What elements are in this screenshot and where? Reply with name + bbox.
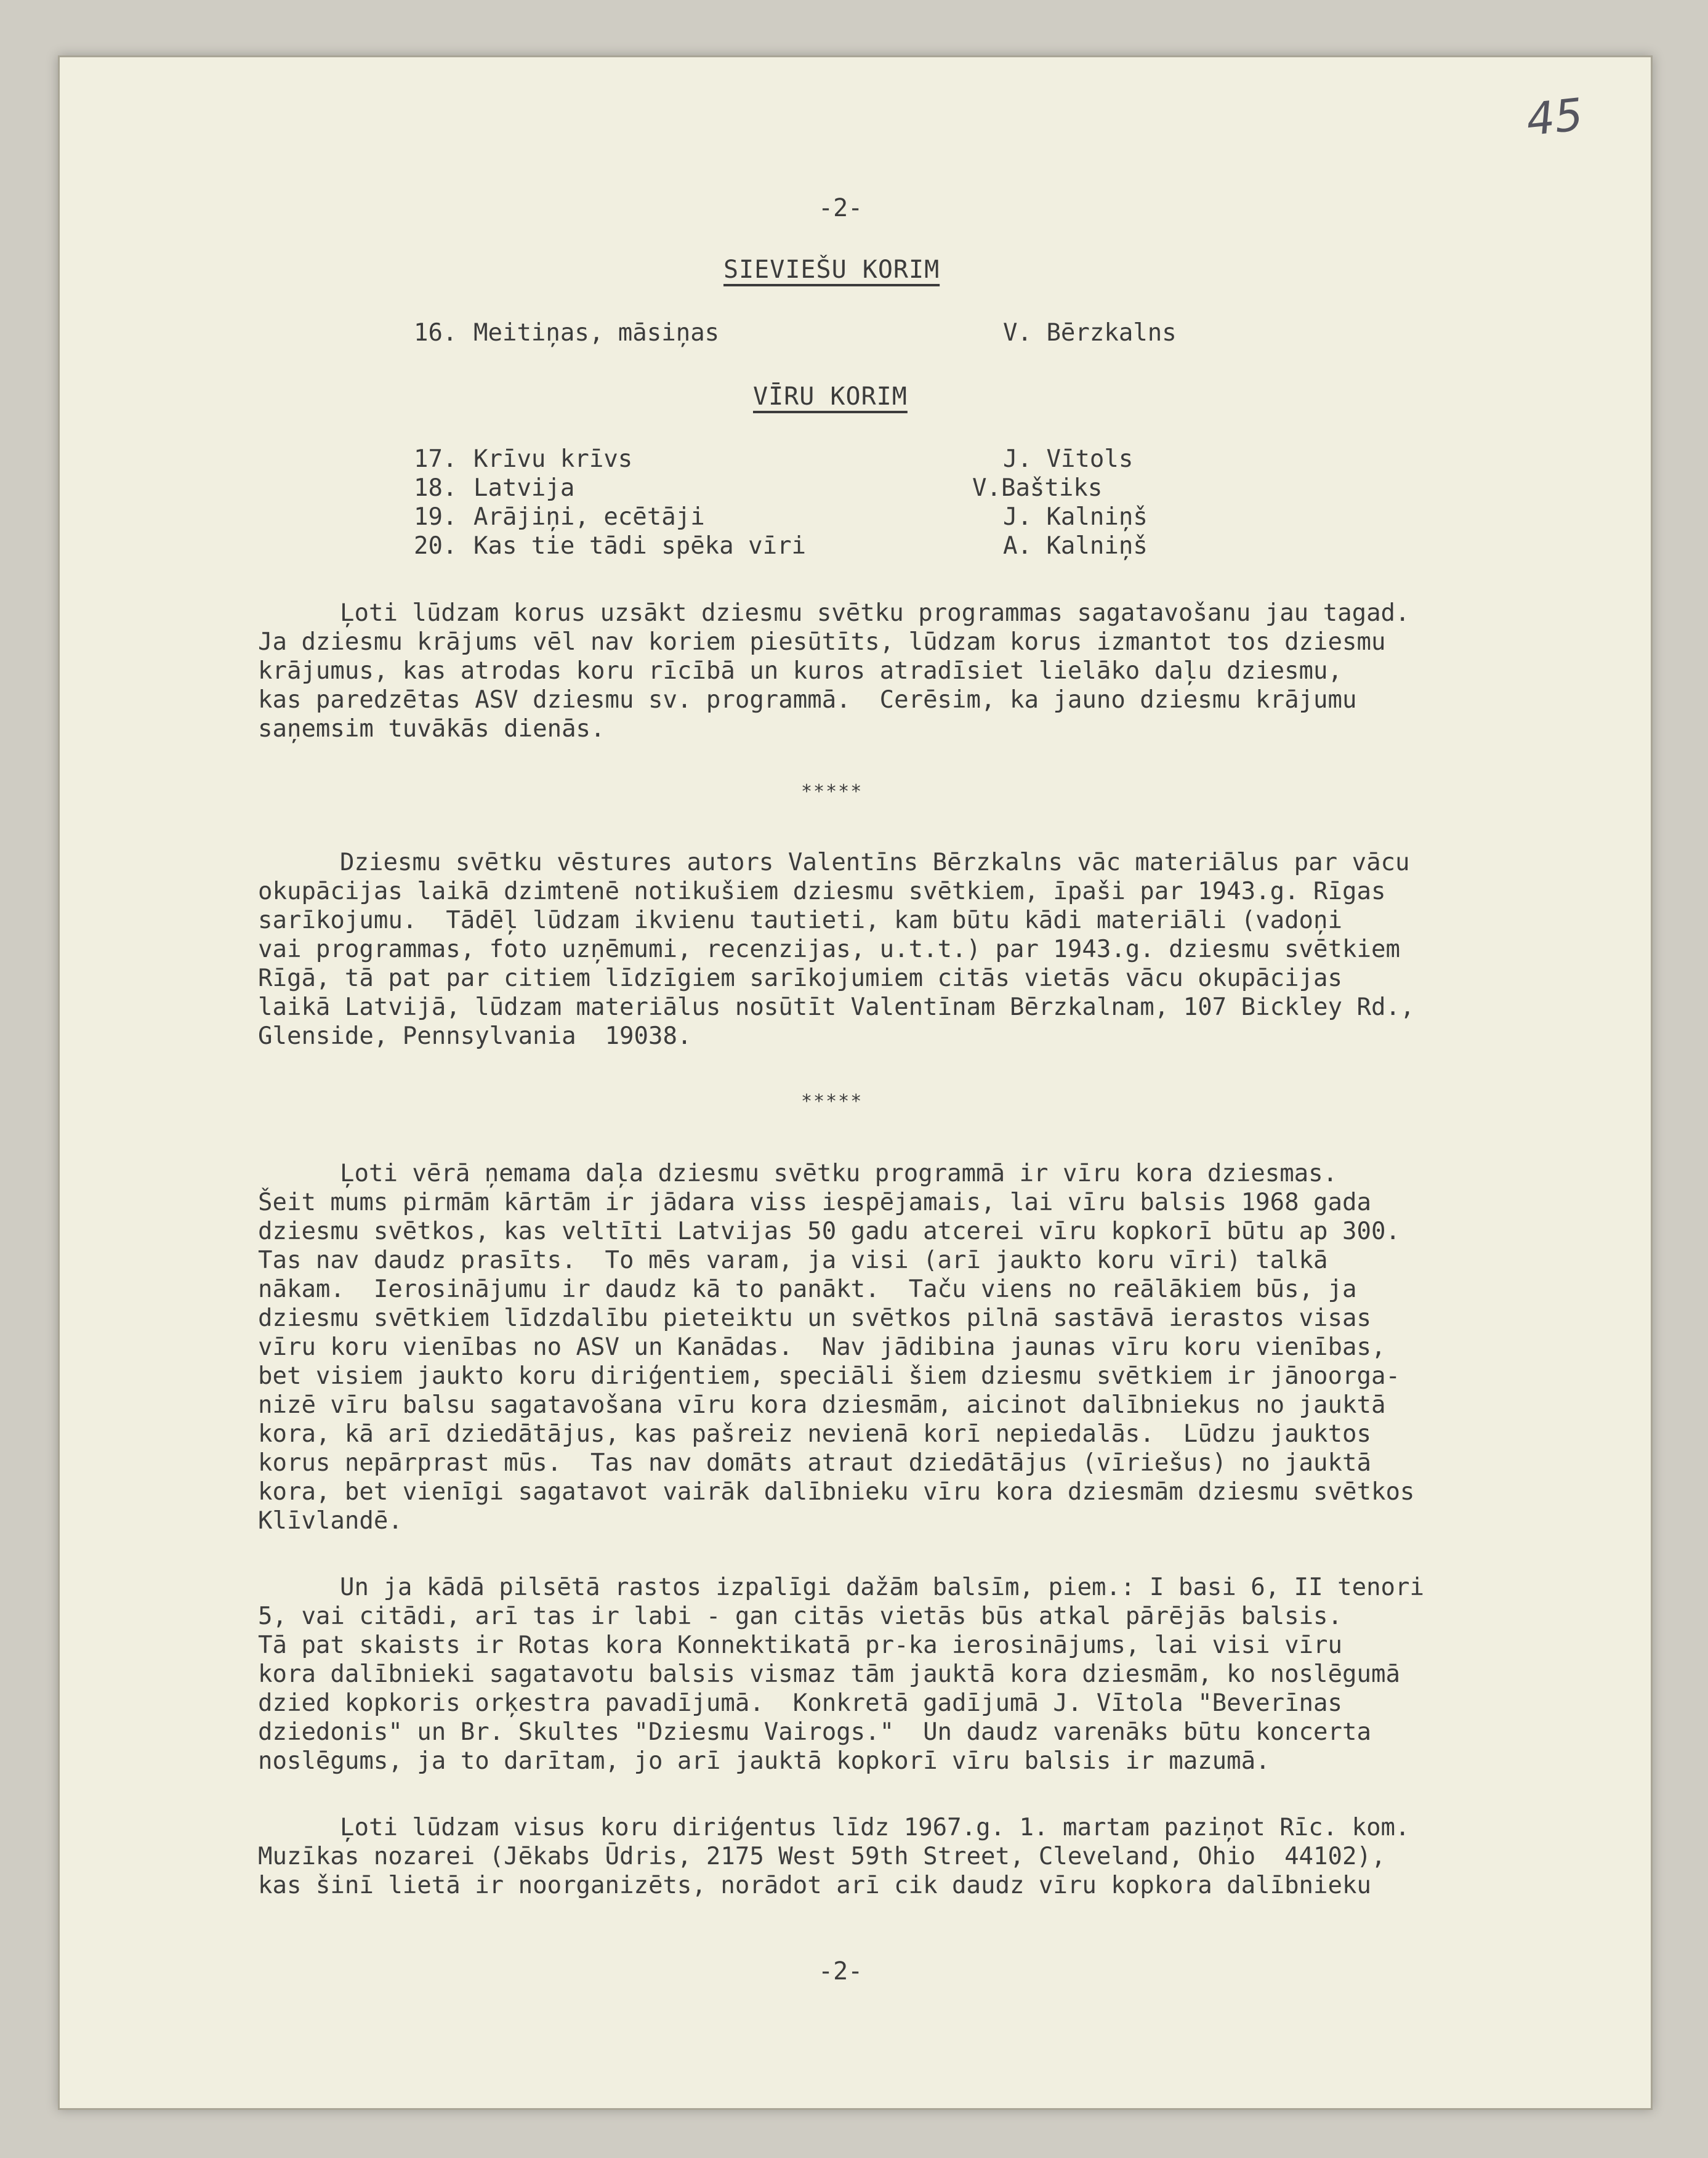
text-line: krājumus, kas atrodas koru rīcībā un kuros atradīsiet lielāko daļu dziesmu, [258, 657, 1342, 685]
text-line: bet visiem jaukto koru diriģentiem, speciāli šiem dziesmu svētkiem ir jānoorga- [258, 1362, 1400, 1390]
text-line: Ļoti vērā ņemama daļa dziesmu svētku programmā ir vīru kora dziesmas. [340, 1160, 1338, 1187]
text-line: vai programmas, foto uzņēmumi, recenzijas, u.t.t.) par 1943.g. dziesmu svētkiem [258, 936, 1400, 963]
song-composer: J. Kalniņš [1003, 503, 1148, 531]
song-number: 19. [414, 503, 457, 531]
separator: ***** [801, 781, 863, 802]
song-title: Krīvu krīvs [473, 445, 633, 473]
text-line: Ļoti lūdzam korus uzsākt dziesmu svētku programmas sagatavošanu jau tagad. [340, 599, 1410, 627]
text-line: Tā pat skaists ir Rotas kora Konnektikatā pr-ka ierosinājums, lai visi vīru [258, 1631, 1342, 1659]
text-line: noslēgums, ja to darītam, jo arī jauktā kopkorī vīru balsis ir mazumā. [258, 1747, 1270, 1775]
page-number-top: -2- [818, 194, 863, 222]
text-line: laikā Latvijā, lūdzam materiālus nosūtīt Valentīnam Bērzkalnam, 107 Bickley Rd., [258, 993, 1415, 1021]
text-line: dziedonis" un Br. Skultes "Dziesmu Vairogs." Un daudz varenāks būtu koncerta [258, 1718, 1371, 1746]
song-number: 16. [414, 319, 457, 347]
text-line: Klīvlandē. [258, 1507, 403, 1535]
text-line: kora dalībnieki sagatavotu balsis vismaz tām jauktā kora dziesmām, ko noslēgumā [258, 1660, 1400, 1688]
song-composer: V. Bērzkalns [1003, 319, 1177, 347]
song-composer: J. Vītols [1003, 445, 1134, 473]
song-title: Arājiņi, ecētāji [473, 503, 705, 531]
separator: ***** [801, 1091, 863, 1112]
text-line: Muzīkas nozarei (Jēkabs Ūdris, 2175 West 59th Street, Cleveland, Ohio 44102), [258, 1843, 1386, 1870]
text-line: kas šinī lietā ir noorganizēts, norādot arī cik daudz vīru kopkora dalībnieku [258, 1872, 1371, 1899]
text-line: vīru koru vienības no ASV un Kanādas. Nav jādibina jaunas vīru koru vienības, [258, 1333, 1386, 1361]
song-composer: A. Kalniņš [1003, 532, 1148, 560]
text-line: Ļoti lūdzam visus koru diriģentus līdz 1967.g. 1. martam paziņot Rīc. kom. [340, 1814, 1410, 1841]
text-line: Tas nav daudz prasīts. To mēs varam, ja visi (arī jaukto koru vīri) talkā [258, 1247, 1328, 1274]
document-page [58, 55, 1653, 2110]
song-number: 17. [414, 445, 457, 473]
page-number-bottom: -2- [818, 1957, 863, 1986]
handwritten-page-number: 45 [1524, 88, 1586, 146]
text-line: nākam. Ierosinājumu ir daudz kā to panākt. Taču viens no reālākiem būs, ja [258, 1275, 1357, 1303]
section-heading-mens-choir: VĪRU KORIM [753, 382, 908, 411]
song-composer: V.Baštiks [972, 474, 1103, 502]
text-line: Un ja kādā pilsētā rastos izpalīgi dažām balsīm, piem.: I basi 6, II tenori [340, 1574, 1424, 1601]
song-title: Kas tie tādi spēka vīri [473, 532, 807, 560]
text-line: sarīkojumu. Tādēļ lūdzam ikvienu tautieti, kam būtu kādi materiāli (vadoņi [258, 907, 1342, 934]
text-line: nizē vīru balsu sagatavošana vīru kora dziesmām, aicinot dalībniekus no jauktā [258, 1391, 1386, 1419]
text-line: Glenside, Pennsylvania 19038. [258, 1022, 692, 1050]
song-number: 18. [414, 474, 457, 502]
text-line: 5, vai citādi, arī tas ir labi - gan citās vietās būs atkal pārējās balsis. [258, 1602, 1342, 1630]
text-line: Šeit mums pirmām kārtām ir jādara viss iespējamais, lai vīru balsis 1968 gada [258, 1189, 1371, 1216]
text-line: Ja dziesmu krājums vēl nav koriem piesūtīts, lūdzam korus izmantot tos dziesmu [258, 628, 1386, 656]
text-line: korus nepārprast mūs. Tas nav domāts atraut dziedātājus (vīriešus) no jauktā [258, 1449, 1371, 1477]
song-title: Latvija [473, 474, 575, 502]
text-line: Rīgā, tā pat par citiem līdzīgiem sarīkojumiem citās vietās vācu okupācijas [258, 964, 1342, 992]
song-title: Meitiņas, māsiņas [473, 319, 720, 347]
text-line: kora, bet vienīgi sagatavot vairāk dalībnieku vīru kora dziesmām dziesmu svētkos [258, 1478, 1415, 1506]
text-line: dziesmu svētkos, kas veltīti Latvijas 50 gadu atcerei vīru kopkorī būtu ap 300. [258, 1218, 1400, 1245]
text-line: Dziesmu svētku vēstures autors Valentīns Bērzkalns vāc materiālus par vācu [340, 849, 1410, 876]
text-line: kas paredzētas ASV dziesmu sv. programmā. Cerēsim, ka jauno dziesmu krājumu [258, 686, 1357, 714]
text-line: saņemsim tuvākās dienās. [258, 715, 605, 743]
text-line: dziesmu svētkiem līdzdalību pieteiktu un svētkos pilnā sastāvā ierastos visas [258, 1304, 1371, 1332]
song-number: 20. [414, 532, 457, 560]
text-line: kora, kā arī dziedātājus, kas pašreiz nevienā korī nepiedalās. Lūdzu jauktos [258, 1420, 1371, 1448]
text-line: okupācijas laikā dzimtenē notikušiem dziesmu svētkiem, īpaši par 1943.g. Rīgas [258, 878, 1386, 905]
section-heading-womens-choir: SIEVIEŠU KORIM [723, 256, 940, 284]
text-line: dzied kopkoris orķestra pavadījumā. Konkretā gadījumā J. Vītola "Beverīnas [258, 1689, 1342, 1717]
